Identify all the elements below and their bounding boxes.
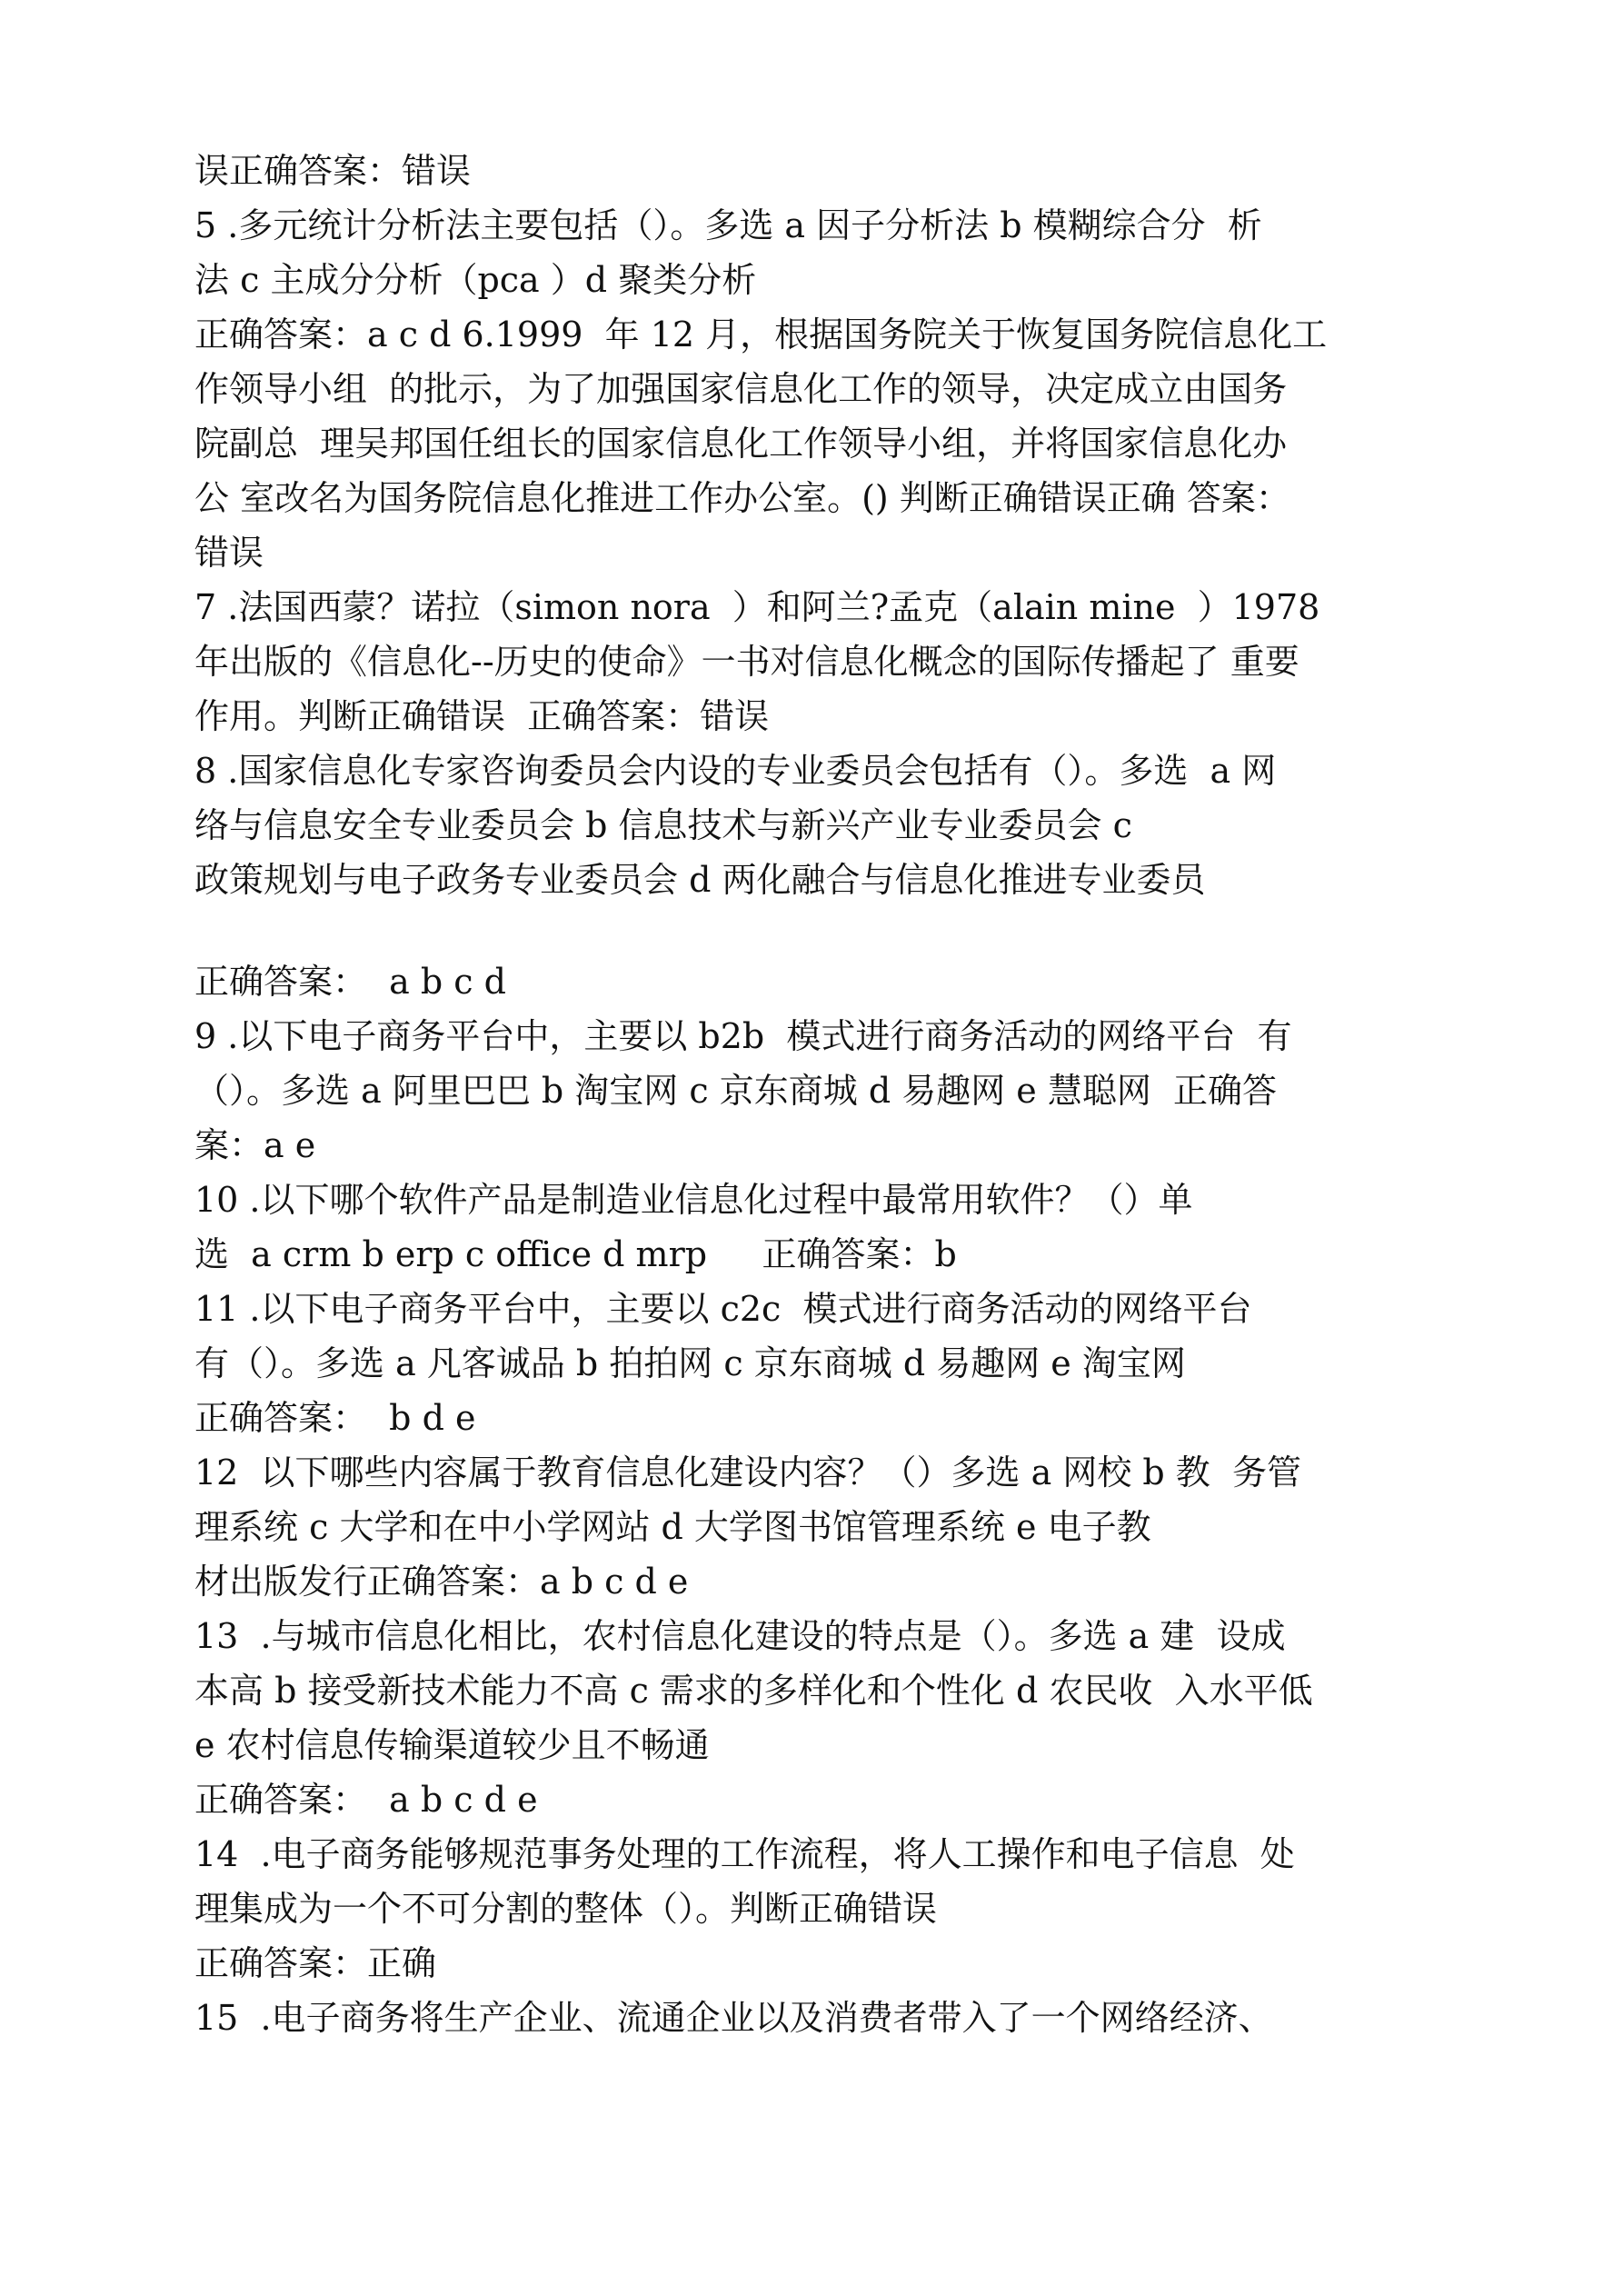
text-line: 错误 bbox=[194, 533, 264, 573]
text-line: 11 .以下电子商务平台中，主要以 c2c 模式进行商务活动的网络平台 bbox=[194, 1289, 1252, 1329]
text-line: 12 以下哪些内容属于教育信息化建设内容？（）多选 a 网校 b 教 务管 bbox=[194, 1452, 1301, 1492]
text-line: e 农村信息传输渠道较少且不畅通 bbox=[194, 1725, 710, 1765]
text-line: 正确答案：正确 bbox=[194, 1943, 437, 1983]
text-line: 正确答案：a c d 6.1999 年 12 月，根据国务院关于恢复国务院信息化工 bbox=[194, 314, 1328, 354]
text-line: 14 .电子商务能够规范事务处理的工作流程，将人工操作和电子信息 处 bbox=[194, 1834, 1295, 1874]
text-line: （）。多选 a 阿里巴巴 b 淘宝网 c 京东商城 d 易趣网 e 慧聪网 正确答 bbox=[194, 1071, 1278, 1111]
text-line: 年出版的《信息化--历史的使命》一书对信息化概念的国际传播起了 重要 bbox=[194, 642, 1299, 682]
text-line: 理系统 c 大学和在中小学网站 d 大学图书馆管理系统 e 电子教 bbox=[194, 1507, 1151, 1547]
text-line: 10 .以下哪个软件产品是制造业信息化过程中最常用软件？（）单 bbox=[194, 1180, 1193, 1220]
text-line: 7 .法国西蒙？诺拉（simon nora ）和阿兰?孟克（alain mine ）1978 bbox=[194, 587, 1320, 627]
text-line: 材出版发行正确答案：a b c d e bbox=[194, 1562, 689, 1602]
text-line: 5 .多元统计分析法主要包括（）。多选 a 因子分析法 b 模糊综合分 析 bbox=[194, 205, 1262, 245]
text-line: 正确答案： a b c d e bbox=[194, 1780, 538, 1820]
text-line: 选 a crm b erp c office d mrp 正确答案：b bbox=[194, 1234, 957, 1274]
text-line: 本高 b 接受新技术能力不高 c 需求的多样化和个性化 d 农民收 入水平低 bbox=[194, 1671, 1313, 1711]
text-line: 理集成为一个不可分割的整体（）。判断正确错误 bbox=[194, 1889, 938, 1929]
text-line: 正确答案： b d e bbox=[194, 1398, 476, 1438]
text-line: 作领导小组 的批示，为了加强国家信息化工作的领导，决定成立由国务 bbox=[194, 369, 1288, 409]
document-body bbox=[194, 144, 1467, 2045]
text-line: 络与信息安全专业委员会 b 信息技术与新兴产业专业委员会 c bbox=[194, 805, 1132, 845]
text-line: 作用。判断正确错误 正确答案：错误 bbox=[194, 696, 770, 736]
text-line: 15 .电子商务将生产企业、流通企业以及消费者带入了一个网络经济、 bbox=[194, 1998, 1273, 2038]
text-line: 8 .国家信息化专家咨询委员会内设的专业委员会包括有（）。多选 a 网 bbox=[194, 751, 1277, 791]
text-line: 正确答案： a b c d bbox=[194, 962, 506, 1002]
blank-line bbox=[194, 907, 1467, 954]
text-line: 法 c 主成分分析（pca ）d 聚类分析 bbox=[194, 260, 757, 300]
text-line: 13 .与城市信息化相比，农村信息化建设的特点是（）。多选 a 建 设成 bbox=[194, 1616, 1286, 1656]
text-line: 误正确答案：错误 bbox=[194, 151, 472, 191]
text-line: 案：a e bbox=[194, 1125, 316, 1165]
text-line: 院副总 理吴邦国任组长的国家信息化工作领导小组，并将国家信息化办 bbox=[194, 424, 1288, 464]
text-line: 公 室改名为国务院信息化推进工作办公室。() 判断正确错误正确 答案： bbox=[194, 478, 1290, 518]
text-line: 政策规划与电子政务专业委员会 d 两化融合与信息化推进专业委员 bbox=[194, 860, 1206, 900]
text-line: 有（）。多选 a 凡客诚品 b 拍拍网 c 京东商城 d 易趣网 e 淘宝网 bbox=[194, 1343, 1186, 1383]
text-line: 9 .以下电子商务平台中，主要以 b2b 模式进行商务活动的网络平台 有 bbox=[194, 1016, 1292, 1056]
